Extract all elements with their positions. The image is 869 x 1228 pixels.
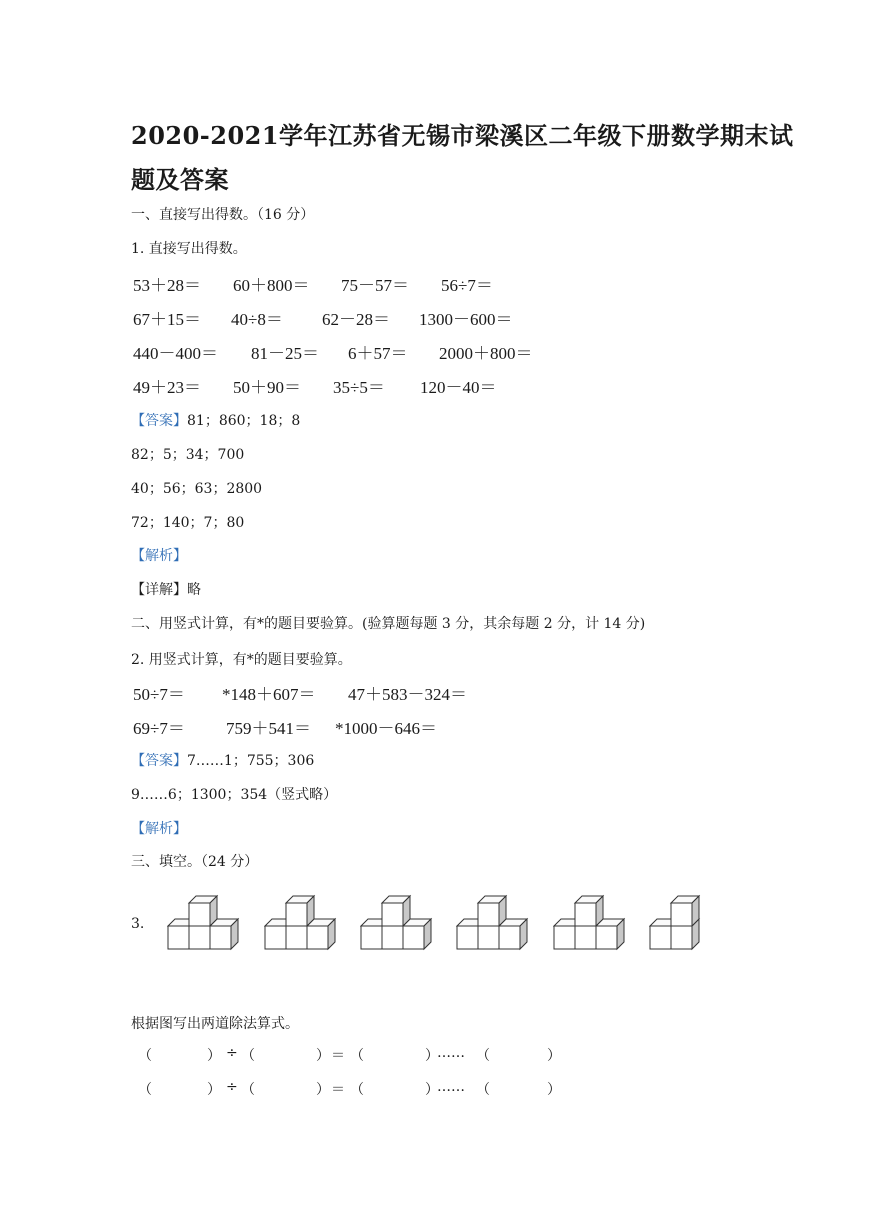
paren-open: （ [350,1048,364,1064]
paren-open: （ [350,1082,364,1098]
equation: 69÷7＝ [133,719,185,738]
question3-number: 3. [131,916,145,932]
equation: 60＋800＝ [233,276,310,295]
remainder-dots: …… [437,1079,465,1095]
paren-open: （ [476,1048,490,1064]
s2-analysis-tag: 【解析】 [131,821,187,837]
equation: 759＋541＝ [226,719,311,738]
answer-text: 81；860；18；8 [187,413,301,429]
paren-close: ） [425,1082,439,1098]
equation: 62－28＝ [322,310,390,329]
s2-answer-line2: 9……6；1300；354（竖式略） [131,787,338,803]
page-title-line1: 2020-2021学年江苏省无锡市梁溪区二年级下册数学期末试 [131,121,794,150]
remainder-dots: …… [437,1045,465,1061]
equation: 120－40＝ [420,378,497,397]
s1-answer-line2: 82；5；34；700 [131,447,245,463]
equals-sign: ＝ [331,1082,345,1098]
equation: 67＋15＝ [133,310,201,329]
question2-label: 2. 用竖式计算，有*的题目要验算。 [131,652,352,668]
equation: 75－57＝ [341,276,409,295]
answer-text: 7……1；755；306 [187,753,315,769]
equation: 50÷7＝ [133,685,185,704]
paren-close: ） [425,1048,439,1064]
equation: *148＋607＝ [222,685,316,704]
divide-sign: ÷ [226,1079,238,1095]
cube-figure [360,892,434,952]
cube-figure [456,892,530,952]
paren-open: （ [138,1048,152,1064]
question1-label: 1. 直接写出得数。 [131,241,247,257]
paren-open: （ [138,1082,152,1098]
equation: *1000－646＝ [335,719,437,738]
paren-open: （ [241,1048,255,1064]
s2-answer-line1 [131,750,314,770]
equation: 35÷5＝ [333,378,385,397]
section3-heading: 三、填空。（24 分） [131,854,259,870]
s3-instruction: 根据图写出两道除法算式。 [131,1016,299,1032]
equation: 440－400＝ [133,344,218,363]
s1-answer-line1 [131,410,300,430]
section2-heading: 二、用竖式计算，有*的题目要验算。(验算题每题 3 分，其余每题 2 分，计 14 分) [131,616,646,632]
paren-close: ） [316,1082,330,1098]
cube-figure [167,892,241,952]
equation: 40÷8＝ [231,310,283,329]
paren-close: ） [316,1048,330,1064]
equation: 2000＋800＝ [439,344,533,363]
cube-figure [553,892,627,952]
equation: 1300－600＝ [419,310,513,329]
equation: 49＋23＝ [133,378,201,397]
cube-figure [264,892,338,952]
cube-figure [649,892,703,952]
section1-heading: 一、直接写出得数。（16 分） [131,207,315,223]
answer-tag: 【答案】 [131,753,187,769]
equation: 47＋583－324＝ [348,685,467,704]
paren-close: ） [547,1048,561,1064]
equation: 81－25＝ [251,344,319,363]
equation: 6＋57＝ [348,344,408,363]
s1-detail: 【详解】略 [131,582,201,598]
divide-sign: ÷ [226,1045,238,1061]
equation: 53＋28＝ [133,276,201,295]
s1-answer-line3: 40；56；63；2800 [131,481,263,497]
answer-tag: 【答案】 [131,413,187,429]
paren-open: （ [241,1082,255,1098]
equation: 56÷7＝ [441,276,493,295]
equation: 50＋90＝ [233,378,301,397]
page-title-line2: 题及答案 [131,165,229,194]
s1-analysis-tag: 【解析】 [131,548,187,564]
s1-answer-line4: 72；140；7；80 [131,515,245,531]
paren-close: ） [547,1082,561,1098]
paren-open: （ [476,1082,490,1098]
paren-close: ） [207,1082,221,1098]
equals-sign: ＝ [331,1048,345,1064]
paren-close: ） [207,1048,221,1064]
